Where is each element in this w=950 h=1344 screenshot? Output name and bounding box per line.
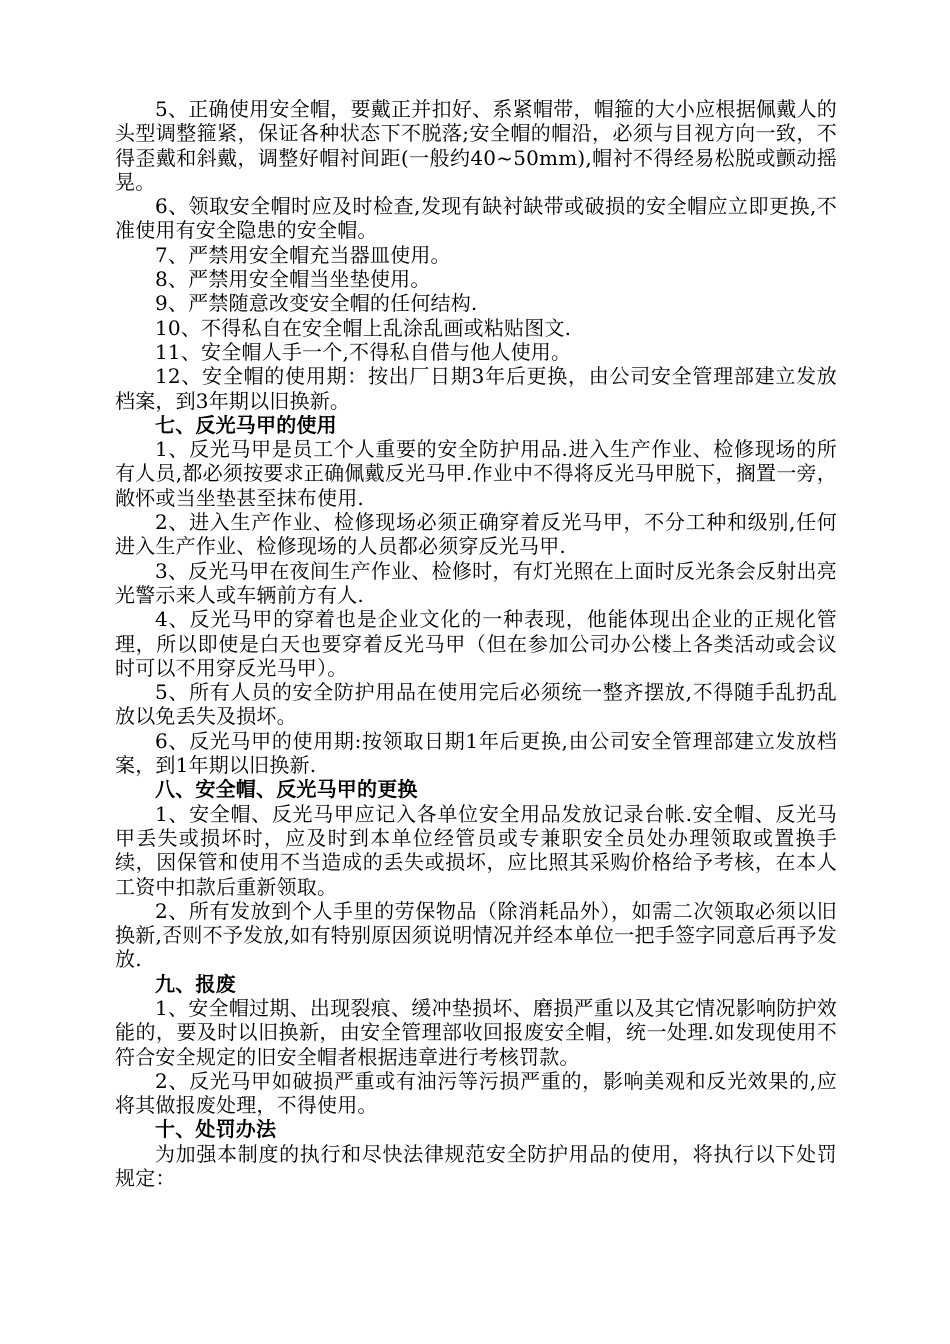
paragraph-helmet-6: 6、领取安全帽时应及时检查,发现有缺衬缺带或破损的安全帽应立即更换,不准使用有安全隐患的安全帽。 <box>115 194 837 243</box>
paragraph-replace-1: 1、安全帽、反光马甲应记入各单位安全用品发放记录台帐.安全帽、反光马甲丢失或损坏时，应及时到本单位经管员或专兼职安全员处办理领取或置换手续，因保管和使用不当造成的丢失或损坏，应比照其采购价格给予考核，在本人工资中扣款后重新领取。 <box>115 801 837 899</box>
paragraph-helmet-12: 12、安全帽的使用期：按出厂日期3年后更换，由公司安全管理部建立发放档案，到3年期以旧换新。 <box>115 364 837 413</box>
paragraph-vest-6: 6、反光马甲的使用期:按领取日期1年后更换,由公司安全管理部建立发放档案，到1年期以旧换新. <box>115 728 837 778</box>
paragraph-replace-2: 2、所有发放到个人手里的劳保物品（除消耗品外），如需二次领取必须以旧换新,否则不予发放,如有特别原因须说明情况并经本单位一把手签字同意后再予发放. <box>115 898 837 972</box>
paragraph-vest-5: 5、所有人员的安全防护用品在使用完后必须统一整齐摆放,不得随手乱扔乱放以免丢失及损坏。 <box>115 680 837 729</box>
section-heading-8: 八、安全帽、反光马甲的更换 <box>155 777 418 802</box>
paragraph-helmet-8: 8、严禁用安全帽当坐垫使用。 <box>155 267 431 292</box>
paragraph-helmet-5: 5、正确使用安全帽，要戴正并扣好、系紧帽带，帽箍的大小应根据佩戴人的头型调整箍紧，保证各种状态下不脱落;安全帽的帽沿，必须与目视方向一致，不得歪戴和斜戴，调整好帽衬间距(一般约40~50mm),帽衬不得经易松脱或颤动摇晃。 <box>115 97 837 194</box>
paragraph-helmet-9: 9、严禁随意改变安全帽的任何结构. <box>155 291 478 316</box>
section-heading-9: 九、报废 <box>155 971 236 996</box>
document-page <box>115 97 837 1190</box>
paragraph-helmet-10: 10、不得私自在安全帽上乱涂乱画或粘贴图文. <box>155 315 572 340</box>
paragraph-vest-2: 2、进入生产作业、检修现场必须正确穿着反光马甲，不分工种和级别,任何进入生产作业、检修现场的人员都必须穿反光马甲. <box>115 510 837 559</box>
paragraph-helmet-11: 11、安全帽人手一个,不得私自借与他人使用。 <box>155 339 572 364</box>
paragraph-vest-3: 3、反光马甲在夜间生产作业、检修时，有灯光照在上面时反光条会反射出亮光警示来人或车辆前方有人. <box>115 558 837 607</box>
paragraph-vest-1: 1、反光马甲是员工个人重要的安全防护用品.进入生产作业、检修现场的所有人员,都必须按要求正确佩戴反光马甲.作业中不得将反光马甲脱下，搁置一旁，敞怀或当坐垫甚至抹布使用. <box>115 437 837 510</box>
paragraph-scrap-1: 1、安全帽过期、出现裂痕、缓冲垫损坏、磨损严重以及其它情况影响防护效能的，要及时以旧换新，由安全管理部收回报废安全帽，统一处理.如发现使用不符合安全规定的旧安全帽者根据违章进行考核罚款。 <box>115 995 837 1069</box>
paragraph-helmet-7: 7、严禁用安全帽充当器皿使用。 <box>155 242 451 267</box>
section-heading-7: 七、反光马甲的使用 <box>155 412 337 437</box>
section-heading-10: 十、处罚办法 <box>155 1117 277 1142</box>
paragraph-scrap-2: 2、反光马甲如破损严重或有油污等污损严重的，影响美观和反光效果的,应将其做报废处理，不得使用。 <box>115 1068 837 1118</box>
paragraph-vest-4: 4、反光马甲的穿着也是企业文化的一种表现，他能体现出企业的正规化管理，所以即使是白天也要穿着反光马甲（但在参加公司办公楼上各类活动或会议时可以不用穿反光马甲）。 <box>115 607 837 680</box>
paragraph-penalty-intro: 为加强本制度的执行和尽快法律规范安全防护用品的使用，将执行以下处罚规定： <box>115 1141 837 1191</box>
